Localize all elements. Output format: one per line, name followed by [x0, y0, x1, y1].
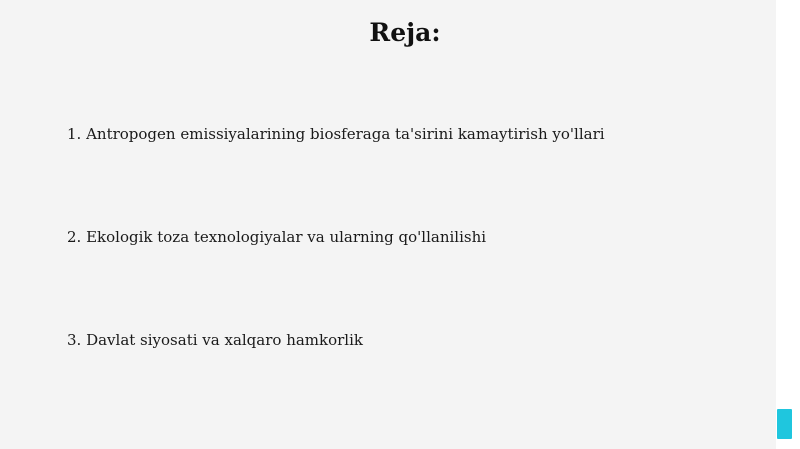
vertical-scrollbar[interactable]	[776, 0, 800, 449]
scrollbar-thumb[interactable]	[777, 409, 792, 439]
plan-item-2: 2. Ekologik toza texnologiyalar va ularning qo'llanilishi	[67, 228, 487, 246]
plan-item-1: 1. Antropogen emissiyalarining biosferaga ta'sirini kamaytirish yo'llari	[67, 125, 605, 143]
plan-item-3: 3. Davlat siyosati va xalqaro hamkorlik	[67, 331, 363, 349]
slide-title: Reja:	[369, 18, 441, 47]
